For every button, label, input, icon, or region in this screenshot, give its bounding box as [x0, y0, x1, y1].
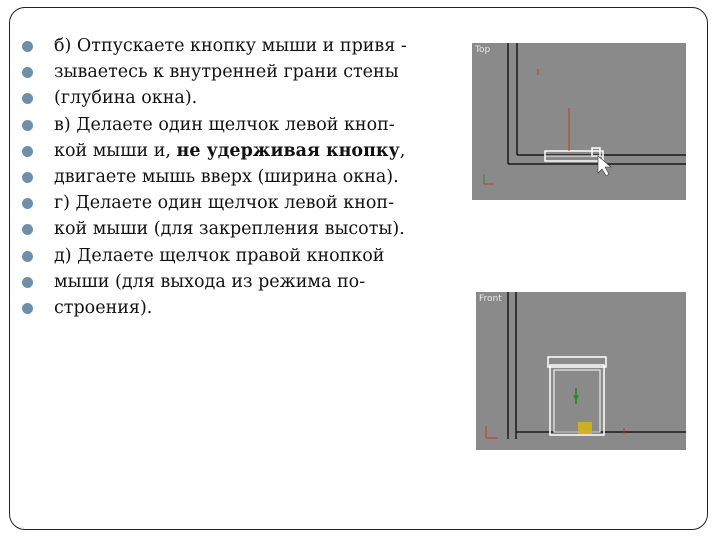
top-viewport-drawing [472, 43, 686, 200]
bullet-list [22, 36, 462, 324]
bullet-icon [22, 67, 33, 78]
list-item: зываетесь к внутренней грани стены [22, 62, 462, 83]
bullet-icon [22, 172, 33, 183]
list-item: г) Делаете один щелчок левой кноп- [22, 193, 462, 214]
list-item: кой мыши (для закрепления высоты). [22, 219, 462, 240]
viewport-label: Front [479, 294, 502, 304]
bullet-icon [22, 198, 33, 209]
bold-phrase: не удерживая кнопку [176, 140, 400, 161]
list-item: мыши (для выхода из режима по- [22, 272, 462, 293]
front-viewport-screenshot [476, 292, 686, 450]
bullet-icon [22, 251, 33, 262]
bullet-icon [22, 303, 33, 314]
list-item: (глубина окна). [22, 88, 462, 109]
list-item: строения). [22, 298, 462, 319]
bullet-icon [22, 120, 33, 131]
list-item: в) Делаете один щелчок левой кноп- [22, 115, 462, 136]
list-item: б) Отпускаете кнопку мыши и привя - [22, 36, 462, 57]
bullet-icon [22, 41, 33, 52]
bullet-icon [22, 224, 33, 235]
bullet-icon [22, 146, 33, 157]
top-viewport-screenshot [472, 43, 686, 200]
viewport-label: Top [475, 45, 491, 55]
list-item: двигаете мышь вверх (ширина окна). [22, 167, 462, 188]
bullet-icon [22, 93, 33, 104]
front-viewport-drawing [476, 292, 686, 450]
list-item: д) Делаете щелчок правой кнопкой [22, 246, 462, 267]
list-item: кой мыши и, не удерживая кнопку, [22, 141, 462, 162]
bullet-icon [22, 277, 33, 288]
cursor-icon [598, 156, 611, 176]
